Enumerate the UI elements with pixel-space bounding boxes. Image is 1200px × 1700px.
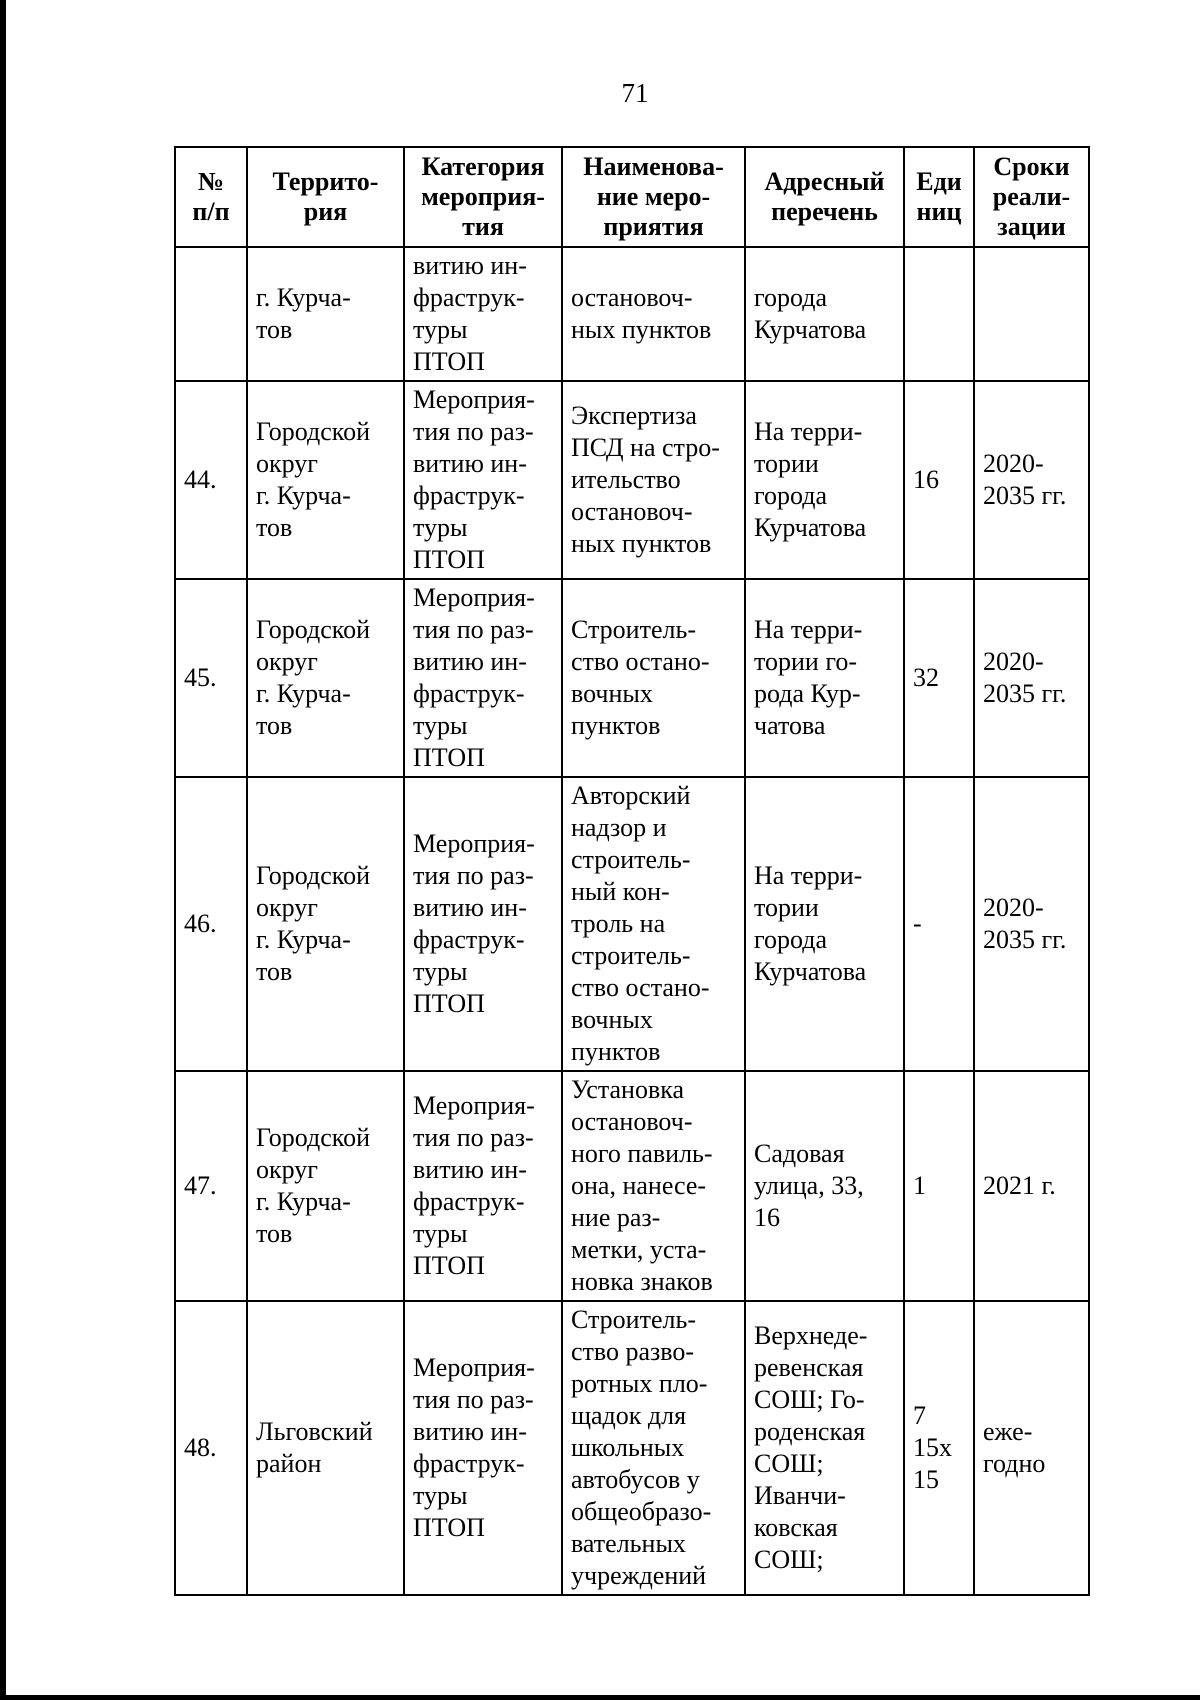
scan-left-edge (0, 0, 6, 1700)
row-territory: Городской округ г. Курча- тов (247, 381, 404, 579)
row-terms: 2020- 2035 гг. (974, 579, 1089, 777)
row-units: - (904, 777, 974, 1071)
row-terms: 2020- 2035 гг. (974, 381, 1089, 579)
row-name: Установка остановоч- ного павиль- она, нанесе- ние раз- метки, уста- новка знаков (562, 1071, 745, 1301)
row-num: 45. (175, 579, 247, 777)
row-terms: 2020- 2035 гг. (974, 777, 1089, 1071)
row-territory: Городской округ г. Курча- тов (247, 579, 404, 777)
row-address: На терри- тории города Курчатова (745, 381, 904, 579)
table-row (175, 1301, 1089, 1595)
header-category: Категория мероприя- тия (404, 147, 562, 247)
header-territory: Террито- рия (247, 147, 404, 247)
row-num (175, 247, 247, 381)
row-terms: 2021 г. (974, 1071, 1089, 1301)
header-address: Адресный перечень (745, 147, 904, 247)
page-number: 71 (621, 78, 649, 108)
row-category: Мероприя- тия по раз- витию ин- фраструк- туры ПТОП (404, 777, 562, 1071)
table-row (175, 777, 1089, 1071)
row-address: города Курчатова (745, 247, 904, 381)
row-category: Мероприя- тия по раз- витию ин- фраструк- туры ПТОП (404, 579, 562, 777)
row-territory: Городской округ г. Курча- тов (247, 1071, 404, 1301)
row-name: Авторский надзор и строитель- ный кон- троль на строитель- ство остано- вочных пунктов (562, 777, 745, 1071)
header-num: № п/п (175, 147, 247, 247)
row-address: На терри- тории го- рода Кур- чатова (745, 579, 904, 777)
row-units: 7 15х 15 (904, 1301, 974, 1595)
scan-bottom-edge (0, 1695, 1200, 1700)
row-category: витию ин- фраструк- туры ПТОП (404, 247, 562, 381)
row-address: Садовая улица, 33, 16 (745, 1071, 904, 1301)
row-terms (974, 247, 1089, 381)
row-num: 48. (175, 1301, 247, 1595)
row-terms: еже- годно (974, 1301, 1089, 1595)
row-units: 32 (904, 579, 974, 777)
row-address: Верхнеде- ревенская СОШ; Го- роденская СОШ; Иванчи- ковская СОШ; (745, 1301, 904, 1595)
header-units: Еди ниц (904, 147, 974, 247)
row-category: Мероприя- тия по раз- витию ин- фраструк- туры ПТОП (404, 1071, 562, 1301)
table-row (175, 579, 1089, 777)
row-territory: Льговский район (247, 1301, 404, 1595)
row-num: 47. (175, 1071, 247, 1301)
row-name: Экспертиза ПСД на стро- ительство остановоч- ных пунктов (562, 381, 745, 579)
row-territory: г. Курча- тов (247, 247, 404, 381)
row-territory: Городской округ г. Курча- тов (247, 777, 404, 1071)
row-units (904, 247, 974, 381)
row-category: Мероприя- тия по раз- витию ин- фраструк- туры ПТОП (404, 381, 562, 579)
header-name: Наименова- ние меро- приятия (562, 147, 745, 247)
table-row (175, 247, 1089, 381)
measures-table (174, 146, 1090, 1596)
table-header-row (175, 147, 1089, 247)
row-num: 44. (175, 381, 247, 579)
row-num: 46. (175, 777, 247, 1071)
header-terms: Сроки реали- зации (974, 147, 1089, 247)
row-category: Мероприя- тия по раз- витию ин- фраструк- туры ПТОП (404, 1301, 562, 1595)
row-units: 16 (904, 381, 974, 579)
table-row (175, 1071, 1089, 1301)
row-address: На терри- тории города Курчатова (745, 777, 904, 1071)
row-name: Строитель- ство разво- ротных пло- щадок для школьных автобусов у общеобразо- вательных учреждений (562, 1301, 745, 1595)
row-name: Строитель- ство остано- вочных пунктов (562, 579, 745, 777)
table-row (175, 381, 1089, 579)
row-name: остановоч- ных пунктов (562, 247, 745, 381)
row-units: 1 (904, 1071, 974, 1301)
